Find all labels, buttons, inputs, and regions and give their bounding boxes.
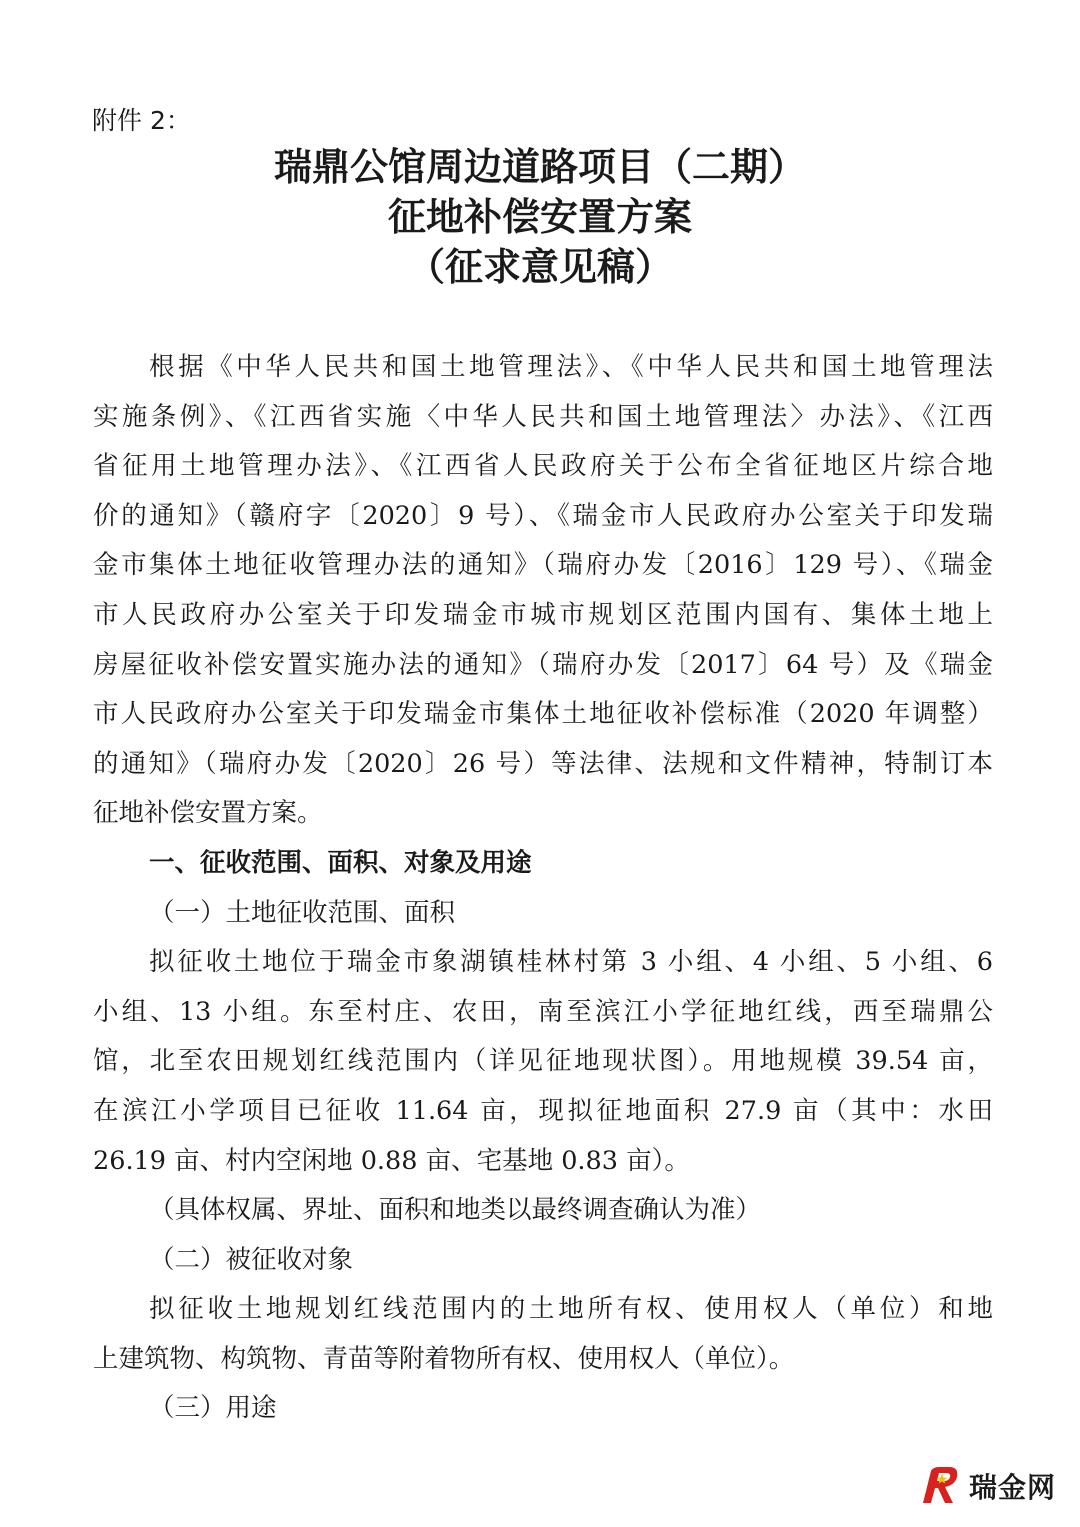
body-line: 价的通知》（赣府字〔2020〕9 号）、《瑞金市人民政府办公室关于印发瑞	[93, 500, 993, 531]
body-line: 实施条例》、《江西省实施〈中华人民共和国土地管理法〉办法》、《江西	[93, 401, 993, 432]
body-line: 拟征收土地规划红线范围内的土地所有权、使用权人（单位）和地	[149, 1294, 993, 1325]
body-line: 拟征收土地位于瑞金市象湖镇桂林村第 3 小组、4 小组、5 小组、6	[149, 947, 993, 978]
body-line: 金市集体土地征收管理办法的通知》（瑞府办发〔2016〕129 号）、《瑞金	[93, 550, 993, 581]
body-line: 在滨江小学项目已征收 11.64 亩，现拟征地面积 27.9 亩（其中：水田	[93, 1095, 993, 1126]
subsection-heading-2: （二）被征收对象	[149, 1244, 354, 1275]
body-line: 房屋征收补偿安置实施办法的通知》（瑞府办发〔2017〕64 号）及《瑞金	[93, 649, 993, 680]
body-line: 市人民政府办公室关于印发瑞金市集体土地征收补偿标准（2020 年调整）	[93, 699, 993, 730]
attachment-label: 附件 2：	[92, 106, 191, 135]
body-line: 市人民政府办公室关于印发瑞金市城市规划区范围内国有、集体土地上	[93, 599, 993, 630]
document-title	[0, 142, 1080, 292]
subsection-heading-3: （三）用途	[149, 1393, 277, 1424]
document-body	[93, 343, 993, 1434]
body-line: 上建筑物、构筑物、青苗等附着物所有权、使用权人（单位）。	[93, 1343, 795, 1374]
body-line: 26.19 亩、村内空闲地 0.88 亩、宅基地 0.83 亩）。	[93, 1145, 690, 1176]
ruijin-logo-icon	[917, 1463, 963, 1509]
title-line-2: 征地补偿安置方案	[387, 195, 692, 239]
body-line: 的通知》（瑞府办发〔2020〕26 号）等法律、法规和文件精神，特制订本	[93, 748, 993, 779]
body-line: 馆，北至农田规划红线范围内（详见征地现状图）。用地规模 39.54 亩，	[93, 1046, 993, 1077]
body-line: 省征用土地管理办法》、《江西省人民政府关于公布全省征地区片综合地	[93, 451, 993, 482]
body-line: 根据《中华人民共和国土地管理法》、《中华人民共和国土地管理法	[149, 352, 993, 382]
body-note: （具体权属、界址、面积和地类以最终调查确认为准）	[149, 1195, 762, 1226]
watermark-text: 瑞金网	[968, 1471, 1056, 1504]
section-heading-1: 一、征收范围、面积、对象及用途	[149, 847, 532, 878]
watermark	[917, 1463, 1056, 1509]
subsection-heading-1: （一）土地征收范围、面积	[149, 897, 456, 928]
body-line: 小组、13 小组。东至村庄、农田，南至滨江小学征地红线，西至瑞鼎公	[93, 996, 993, 1027]
body-line: 征地补偿安置方案。	[93, 798, 323, 829]
title-line-1: 瑞鼎公馆周边道路项目（二期）	[273, 145, 806, 189]
title-line-3: （征求意见稿）	[406, 245, 673, 289]
